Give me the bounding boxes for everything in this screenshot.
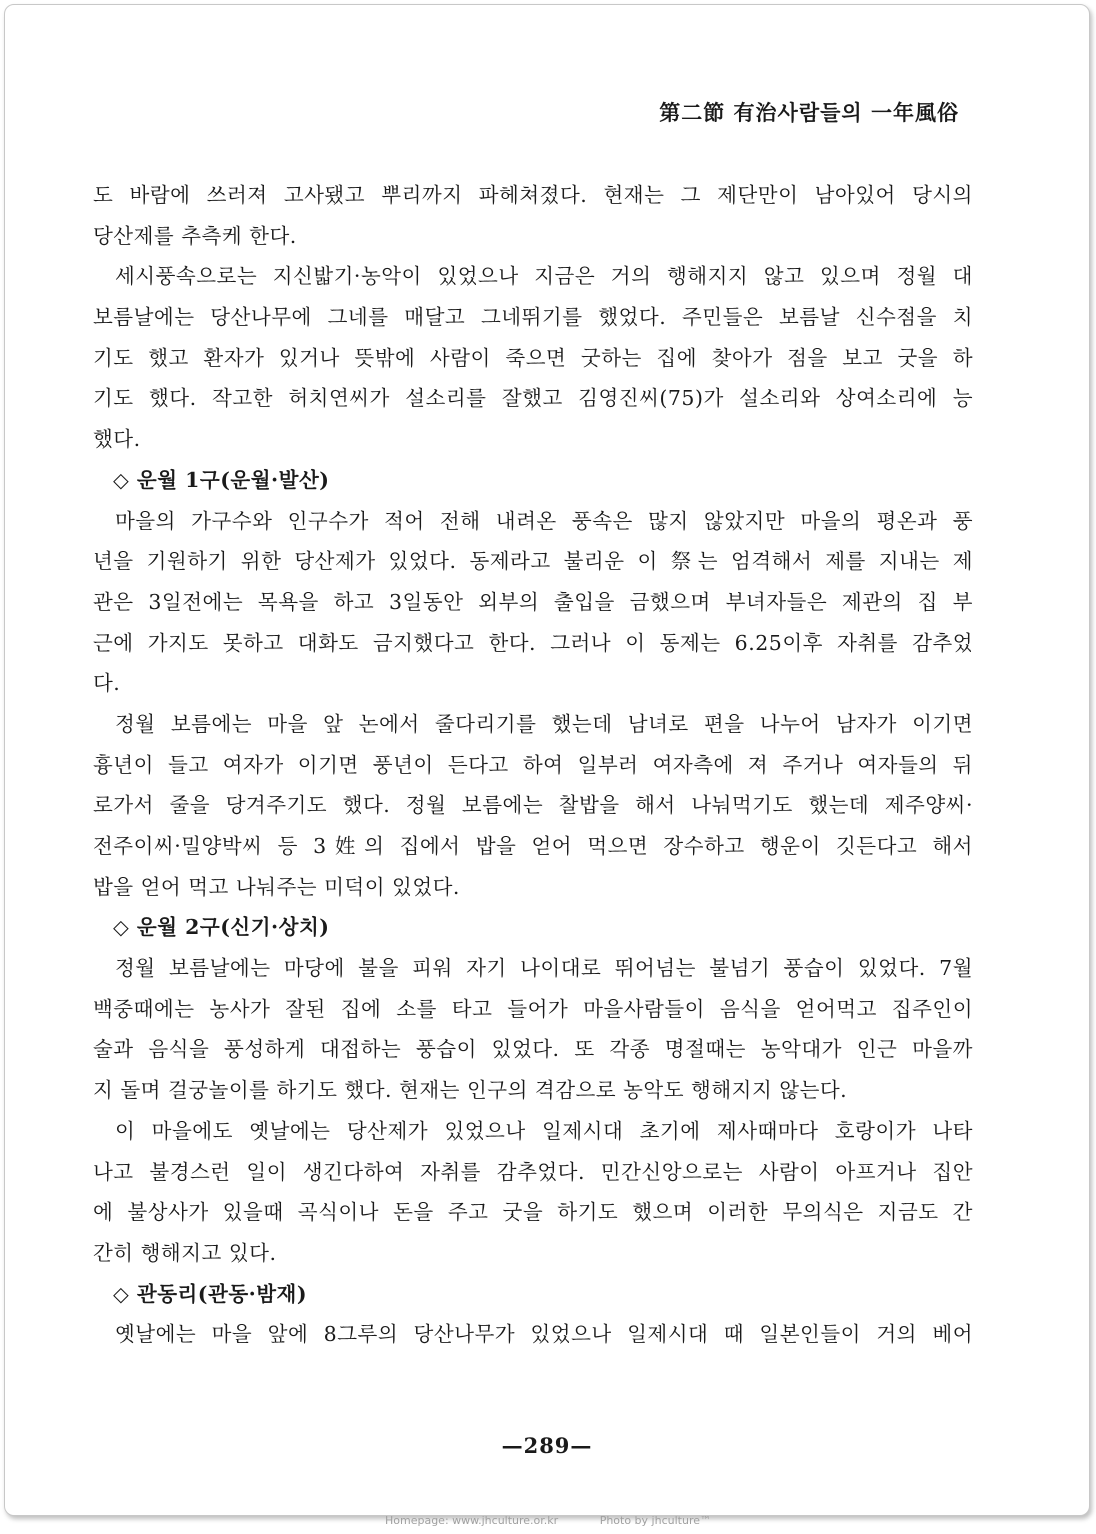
text-line: 지 돌며 걸궁놀이를 하기도 했다. 현재는 인구의 격감으로 농악도 행해지지 않는다. — [93, 1078, 848, 1103]
homepage-credit: Homepage: www.jhculture.or.kr — [384, 1514, 559, 1527]
text-line: 백중때에는 농사가 잘된 집에 소를 타고 들어가 마을사람들이 음식을 얻어먹고 집주인이 — [93, 996, 973, 1021]
text-line: 보름날에는 당산나무에 그네를 매달고 그네뛰기를 했었다. 주민들은 보름날 신수점을 치 — [93, 305, 973, 330]
footer-credits — [0, 1514, 1096, 1527]
text-line: 정월 보름에는 마을 앞 논에서 줄다리기를 했는데 남녀로 편을 나누어 남자가 이기면 — [115, 711, 973, 736]
text-line: 관은 3일전에는 목욕을 하고 3일동안 외부의 출입을 금했으며 부녀자들은 제관의 집 부 — [93, 589, 973, 614]
section-heading: ◇ 관동리(관동·밤재) — [113, 1281, 308, 1306]
body-text — [93, 175, 973, 1355]
text-line: 했다. — [93, 427, 141, 452]
text-line: 에 불상사가 있을때 곡식이나 돈을 주고 굿을 하기도 했으며 이러한 무의식은 지금도 간 — [93, 1200, 973, 1225]
running-header: 第二節 有治사람들의 一年風俗 — [659, 100, 959, 125]
text-line: 정월 보름날에는 마당에 불을 피워 자기 나이대로 뛰어넘는 불넘기 풍습이 있었다. 7월 — [115, 956, 973, 981]
page-number: —289— — [501, 1433, 593, 1458]
text-line: 밥을 얻어 먹고 나눠주는 미덕이 있었다. — [93, 874, 460, 899]
text-line: 년을 기원하기 위한 당산제가 있었다. 동제라고 불리운 이 祭는 엄격해서 제를 지내는 제 — [93, 549, 973, 574]
text-line: 전주이씨·밀양박씨 등 3姓의 집에서 밥을 얻어 먹으면 장수하고 행운이 깃든다고 해서 — [93, 834, 973, 858]
text-line: 흉년이 들고 여자가 이기면 풍년이 든다고 하여 일부러 여자측에 져 주거나 여자들의 뒤 — [93, 752, 973, 777]
text-line: 마을의 가구수와 인구수가 적어 전해 내려온 풍속은 많지 않았지만 마을의 평온과 풍 — [115, 508, 973, 533]
page-frame — [4, 4, 1090, 1516]
text-line: 기도 했고 환자가 있거나 뜻밖에 사람이 죽으면 굿하는 집에 찾아가 점을 보고 굿을 하 — [93, 345, 973, 370]
text-line: 기도 했다. 작고한 허치연씨가 설소리를 잘했고 김영진씨(75)가 설소리와 상여소리에 능 — [93, 386, 973, 411]
text-line: 세시풍속으로는 지신밟기·농악이 있었으나 지금은 거의 행해지지 않고 있으며 정월 대 — [115, 264, 973, 289]
text-line: 도 바람에 쓰러져 고사됐고 뿌리까지 파헤쳐졌다. 현재는 그 제단만이 남아있어 당시의 — [93, 183, 973, 207]
section-heading: ◇ 운월 2구(신기·상치) — [113, 915, 330, 940]
text-line: 근에 가지도 못하고 대화도 금지했다고 한다. 그러나 이 동제는 6.25이후 자취를 감추었 — [93, 630, 973, 655]
photo-credit: Photo by jhculture™ — [599, 1514, 711, 1527]
text-line: 나고 불경스런 일이 생긴다하여 자취를 감추었다. 민간신앙으로는 사람이 아프거나 집안 — [93, 1159, 973, 1184]
text-line: 다. — [93, 671, 121, 696]
text-line: 옛날에는 마을 앞에 8그루의 당산나무가 있었으나 일제시대 때 일본인들이 거의 베어 — [115, 1322, 973, 1347]
text-line: 로가서 줄을 당겨주기도 했다. 정월 보름에는 찰밥을 해서 나눠먹기도 했는데 제주양씨· — [93, 793, 973, 818]
text-line: 간히 행해지고 있다. — [93, 1240, 277, 1265]
text-line: 이 마을에도 옛날에는 당산제가 있었으나 일제시대 초기에 제사때마다 호랑이가 나타 — [115, 1118, 973, 1143]
section-heading: ◇ 운월 1구(운월·발산) — [113, 467, 330, 492]
text-line: 당산제를 추측케 한다. — [93, 223, 297, 248]
text-line: 술과 음식을 풍성하게 대접하는 풍습이 있었다. 또 각종 명절때는 농악대가 인근 마을까 — [93, 1037, 973, 1062]
